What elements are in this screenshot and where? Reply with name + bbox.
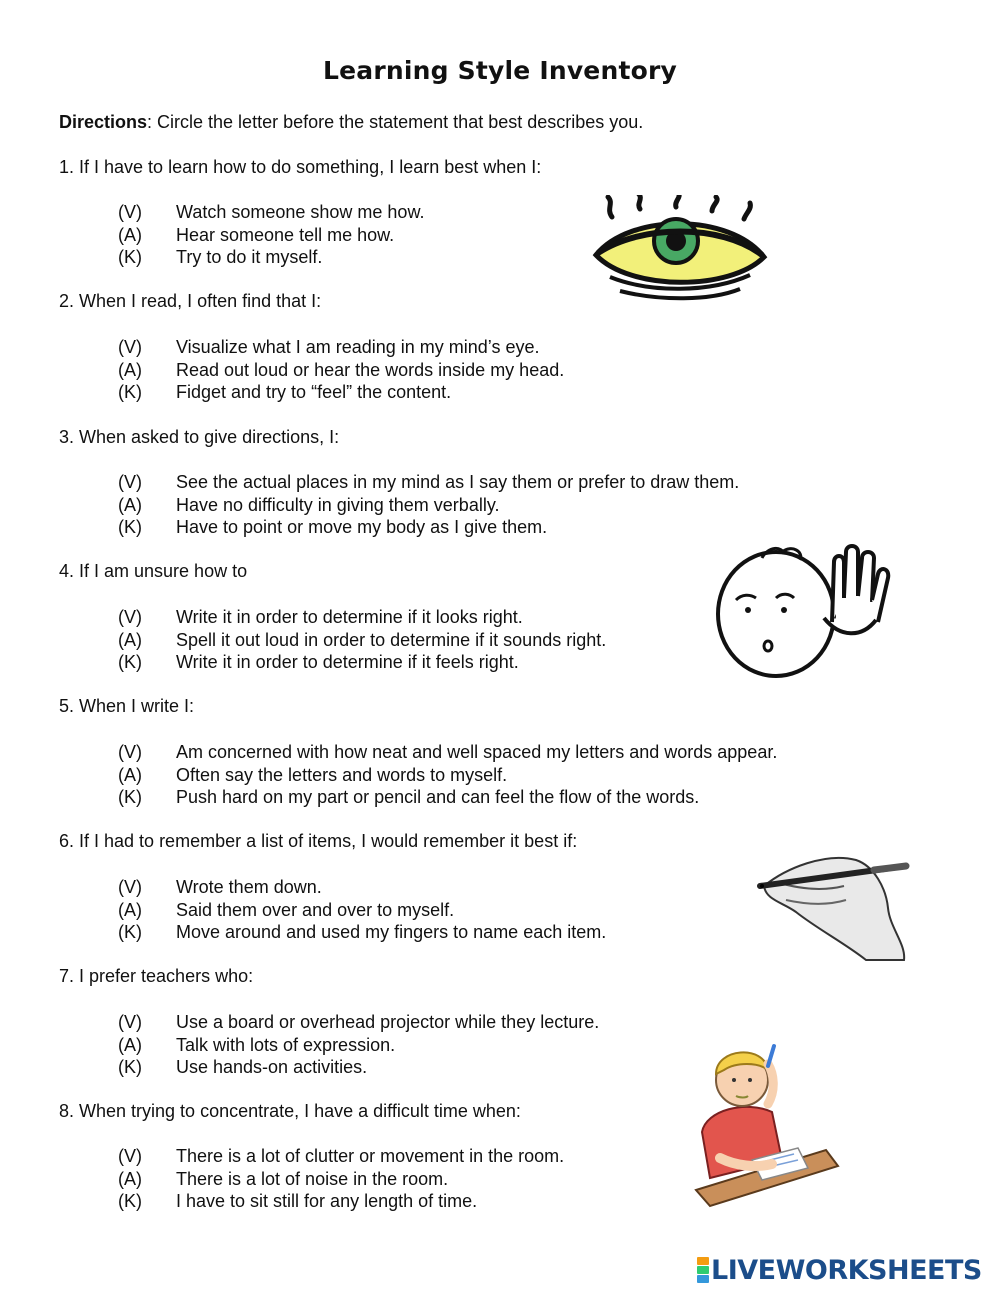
option-text: Talk with lots of expression. — [176, 1034, 396, 1055]
question-7-prompt: 7. I prefer teachers who: — [59, 966, 254, 986]
logo-square — [697, 1275, 709, 1283]
logo-wordmark: LIVEWORKSHEETS — [711, 1254, 982, 1286]
option-text: Try to do it myself. — [176, 247, 323, 267]
option-letter[interactable]: (V) — [118, 337, 142, 357]
option-letter[interactable]: (V) — [118, 742, 142, 762]
option-letter[interactable]: (A) — [118, 629, 142, 650]
option-text: Often say the letters and words to myself. — [176, 764, 508, 785]
option-text: Spell it out loud in order to determine if it sounds right. — [176, 629, 607, 650]
option-letter[interactable]: (K) — [118, 1057, 142, 1077]
option-text: I have to sit still for any length of time. — [176, 1191, 478, 1211]
option-text: Fidget and try to “feel” the content. — [176, 382, 452, 402]
option-text: Push hard on my part or pencil and can feel the flow of the words. — [176, 787, 700, 807]
option-letter[interactable]: (A) — [118, 359, 142, 380]
option-text: Use hands-on activities. — [176, 1057, 368, 1077]
directions-text: : Circle the letter before the statement that best describes you. — [147, 112, 644, 132]
option-letter[interactable]: (V) — [118, 607, 142, 627]
option-letter[interactable]: (A) — [118, 899, 142, 920]
directions — [59, 112, 643, 133]
option-text: Move around and used my fingers to name each item. — [176, 922, 607, 942]
option-letter[interactable]: (A) — [118, 764, 142, 785]
question-4-prompt: 4. If I am unsure how to — [59, 561, 248, 581]
question-3-prompt: 3. When asked to give directions, I: — [59, 427, 340, 447]
option-letter[interactable]: (V) — [118, 1146, 142, 1166]
option-letter[interactable]: (A) — [118, 224, 142, 245]
option-letter[interactable]: (V) — [118, 202, 142, 222]
logo-square — [697, 1266, 709, 1274]
question-6-prompt: 6. If I had to remember a list of items, I would remember it best if: — [59, 831, 578, 851]
question-1-prompt: 1. If I have to learn how to do something, I learn best when I: — [59, 157, 542, 177]
option-text: Write it in order to determine if it feels right. — [176, 652, 519, 672]
question-2-prompt: 2. When I read, I often find that I: — [59, 291, 322, 311]
option-text: Hear someone tell me how. — [176, 224, 395, 245]
option-text: Read out loud or hear the words inside my head. — [176, 359, 565, 380]
liveworksheets-logo[interactable] — [697, 1254, 982, 1286]
option-letter[interactable]: (K) — [118, 652, 142, 672]
option-letter[interactable]: (A) — [118, 1034, 142, 1055]
option-letter[interactable]: (V) — [118, 1012, 142, 1032]
logo-square — [697, 1257, 709, 1265]
option-letter[interactable]: (A) — [118, 494, 142, 515]
option-text: Watch someone show me how. — [176, 202, 425, 222]
question-5-prompt: 5. When I write I: — [59, 696, 195, 716]
option-letter[interactable]: (K) — [118, 787, 142, 807]
option-letter[interactable]: (K) — [118, 247, 142, 267]
eye-illustration — [590, 195, 770, 305]
directions-label: Directions — [59, 112, 148, 132]
listening-face-illustration — [712, 538, 892, 680]
writing-hand-illustration — [756, 848, 912, 966]
option-text: Visualize what I am reading in my mind’s eye. — [176, 337, 540, 357]
option-letter[interactable]: (K) — [118, 517, 142, 537]
option-text: There is a lot of noise in the room. — [176, 1168, 449, 1189]
option-letter[interactable]: (A) — [118, 1168, 142, 1189]
question-8-prompt: 8. When trying to concentrate, I have a difficult time when: — [59, 1101, 521, 1121]
option-text: Use a board or overhead projector while they lecture. — [176, 1012, 600, 1032]
thinking-student-illustration — [676, 1040, 846, 1210]
option-letter[interactable]: (V) — [118, 877, 142, 897]
option-text: See the actual places in my mind as I say them or prefer to draw them. — [176, 472, 740, 492]
option-letter[interactable]: (K) — [118, 922, 142, 942]
option-text: There is a lot of clutter or movement in the room. — [176, 1146, 565, 1166]
option-letter[interactable]: (V) — [118, 472, 142, 492]
option-text: Said them over and over to myself. — [176, 899, 455, 920]
option-text: Am concerned with how neat and well spaced my letters and words appear. — [176, 742, 778, 762]
option-text: Have no difficulty in giving them verbally. — [176, 494, 500, 515]
logo-mark-icon — [697, 1257, 709, 1283]
option-text: Wrote them down. — [176, 877, 322, 897]
option-text: Write it in order to determine if it looks right. — [176, 607, 523, 627]
page-title: Learning Style Inventory — [322, 56, 678, 85]
option-letter[interactable]: (K) — [118, 1191, 142, 1211]
option-text: Have to point or move my body as I give them. — [176, 517, 548, 537]
option-letter[interactable]: (K) — [118, 382, 142, 402]
